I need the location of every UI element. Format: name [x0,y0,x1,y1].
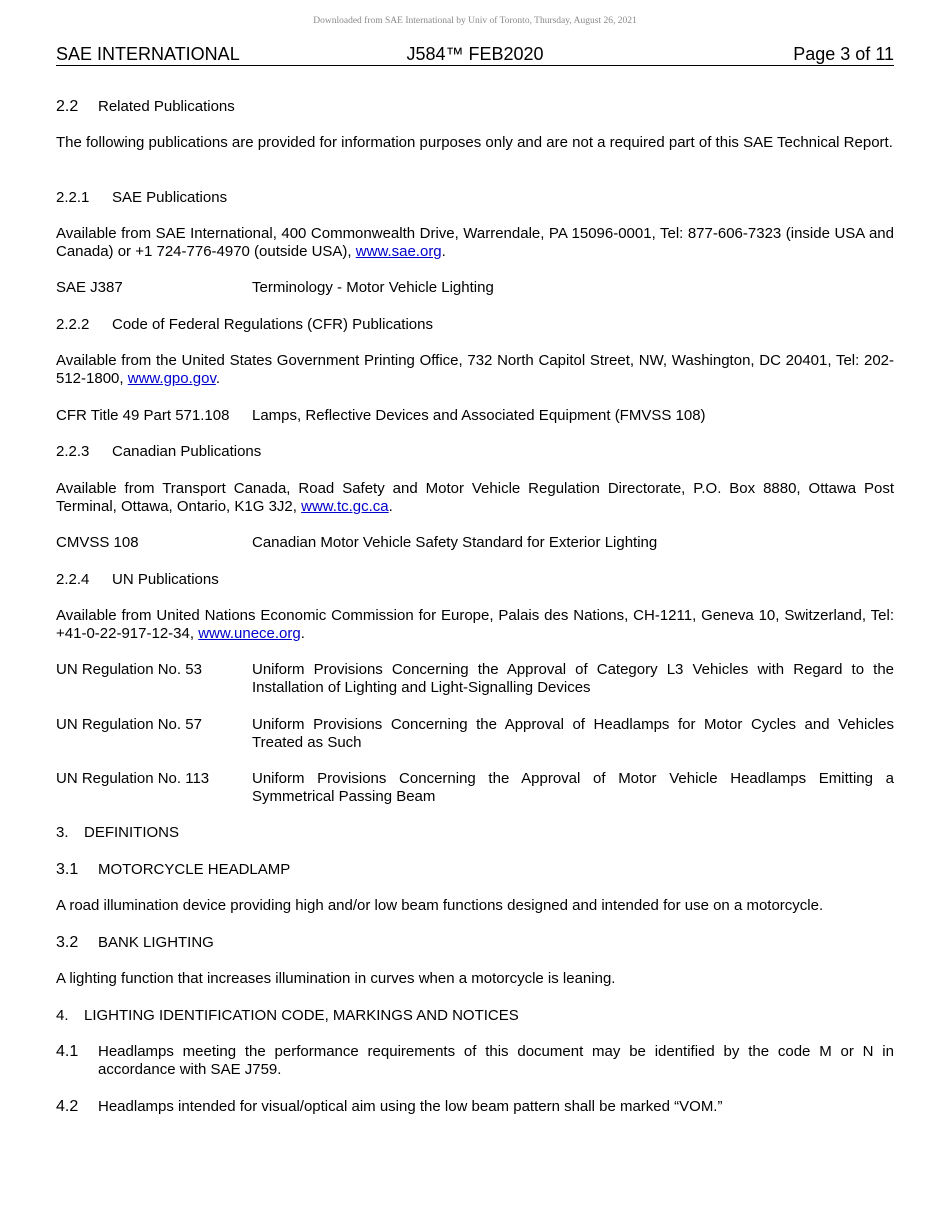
reference-title: Terminology - Motor Vehicle Lighting [252,279,494,296]
section-2-2-4-heading [56,571,894,589]
header-document-id: J584™ FEB2020 [406,44,544,64]
section-title: DEFINITIONS [84,824,180,841]
section-title: MOTORCYCLE HEADLAMP [98,861,291,878]
section-number: 3.2 [56,934,79,951]
section-number: 3.1 [56,861,79,878]
section-number: 4. [56,1007,69,1024]
section-2-2-heading [56,98,894,116]
section-4-1 [56,1043,894,1079]
section-title: Code of Federal Regulations (CFR) Publications [112,316,433,333]
reference-id: CFR Title 49 Part 571.108 [56,407,230,424]
reference-id: UN Regulation No. 57 [56,716,202,733]
section-4-2-paragraph: Headlamps intended for visual/optical aim using the low beam pattern shall be marked “VOM.” [98,1098,723,1115]
section-title: Related Publications [98,98,235,115]
section-2-2-1-heading [56,189,894,207]
reference-title: Uniform Provisions Concerning the Approval of Motor Vehicle Headlamps Emitting a Symmetrical Passing Beam [252,770,894,805]
section-number: 2.2.4 [56,571,90,588]
reference-row [56,534,894,552]
tc-link[interactable]: www.tc.gc.ca [301,498,389,515]
reference-row [56,661,894,697]
reference-row [56,716,894,752]
section-4-2 [56,1098,894,1116]
section-number: 4.2 [56,1098,79,1115]
reference-title: Uniform Provisions Concerning the Approval of Headlamps for Motor Cycles and Vehicles Treated as Such [252,716,894,751]
section-number: 2.2.3 [56,443,90,460]
section-2-2-3-heading [56,443,894,461]
section-title: UN Publications [112,571,219,588]
reference-title: Canadian Motor Vehicle Safety Standard for Exterior Lighting [252,534,658,551]
section-2-2-1-paragraph: Available from SAE International, 400 Commonwealth Drive, Warrendale, PA 15096-0001, Tel: 877-606-7323 (inside USA and Canada) or +1 724-776-4970 (outside USA), www.sae.org. [56,225,894,260]
gpo-link[interactable]: www.gpo.gov [127,370,216,387]
reference-id: SAE J387 [56,279,123,296]
reference-title: Lamps, Reflective Devices and Associated Equipment (FMVSS 108) [252,407,706,424]
section-3-heading [56,824,894,842]
section-4-1-paragraph: Headlamps meeting the performance requirements of this document may be identified by the code M or N in accordance with SAE J759. [98,1043,894,1078]
reference-id: UN Regulation No. 53 [56,661,202,678]
section-3-2-paragraph: A lighting function that increases illumination in curves when a motorcycle is leaning. [56,970,616,987]
section-title: Canadian Publications [112,443,262,460]
section-number: 2.2.1 [56,189,90,206]
paragraph-text: Available from SAE International, 400 Commonwealth Drive, Warrendale, PA 15096-0001, Tel: 877-606-7323 (inside USA and Canada) or +1 724-776-4970 (outside USA), [56,225,894,260]
section-3-2-heading [56,934,894,952]
section-2-2-4-paragraph: Available from United Nations Economic Commission for Europe, Palais des Nations, CH-1211, Geneva 10, Switzerland, Tel: +41-0-22-917-12-34, www.unece.org. [56,607,894,642]
download-watermark: Downloaded from SAE International by Univ of Toronto, Thursday, August 26, 2021 [313,16,637,26]
section-2-2-2-heading [56,316,894,334]
section-number: 2.2.2 [56,316,90,333]
section-4-heading [56,1007,894,1025]
page-header [56,44,894,66]
section-title: BANK LIGHTING [98,934,214,951]
paragraph-text: Available from United Nations Economic Commission for Europe, Palais des Nations, CH-1211, Geneva 10, Switzerland, Tel: +41-0-22-917-12-34, [56,607,894,642]
reference-row [56,407,894,425]
section-2-2-2-paragraph: Available from the United States Government Printing Office, 732 North Capitol Street, NW, Washington, DC 20401, Tel: 202-512-1800, www.gpo.gov. [56,352,894,387]
section-3-1-heading [56,861,894,879]
section-title: LIGHTING IDENTIFICATION CODE, MARKINGS AND NOTICES [84,1007,519,1024]
header-page-number: Page 3 of 11 [793,44,894,64]
header-publisher: SAE INTERNATIONAL [56,44,240,64]
section-title: SAE Publications [112,189,228,206]
reference-id: UN Regulation No. 113 [56,770,210,787]
paragraph-text: Available from Transport Canada, Road Safety and Motor Vehicle Regulation Directorate, P.O. Box 8880, Ottawa Post Terminal, Ottawa, Ontario, K1G 3J2, [56,480,894,515]
unece-link[interactable]: www.unece.org [198,625,301,642]
paragraph-text: Available from the United States Government Printing Office, 732 North Capitol Street, NW, Washington, DC 20401, Tel: 202-512-1800, [56,352,894,387]
section-number: 2.2 [56,98,79,115]
reference-id: CMVSS 108 [56,534,139,551]
section-3-1-paragraph: A road illumination device providing high and/or low beam functions designed and intended for use on a motorcycle. [56,897,824,914]
reference-row [56,279,894,297]
reference-title: Uniform Provisions Concerning the Approval of Category L3 Vehicles with Regard to the Installation of Lighting and Light-Signalling Devices [252,661,894,696]
section-2-2-paragraph: The following publications are provided for information purposes only and are not a required part of this SAE Technical Report. [56,134,893,151]
sae-link[interactable]: www.sae.org [355,243,442,260]
section-number: 3. [56,824,69,841]
section-number: 4.1 [56,1043,79,1060]
section-2-2-3-paragraph: Available from Transport Canada, Road Safety and Motor Vehicle Regulation Directorate, P.O. Box 8880, Ottawa Post Terminal, Ottawa, Ontario, K1G 3J2, www.tc.gc.ca. [56,480,894,515]
reference-row [56,770,894,806]
